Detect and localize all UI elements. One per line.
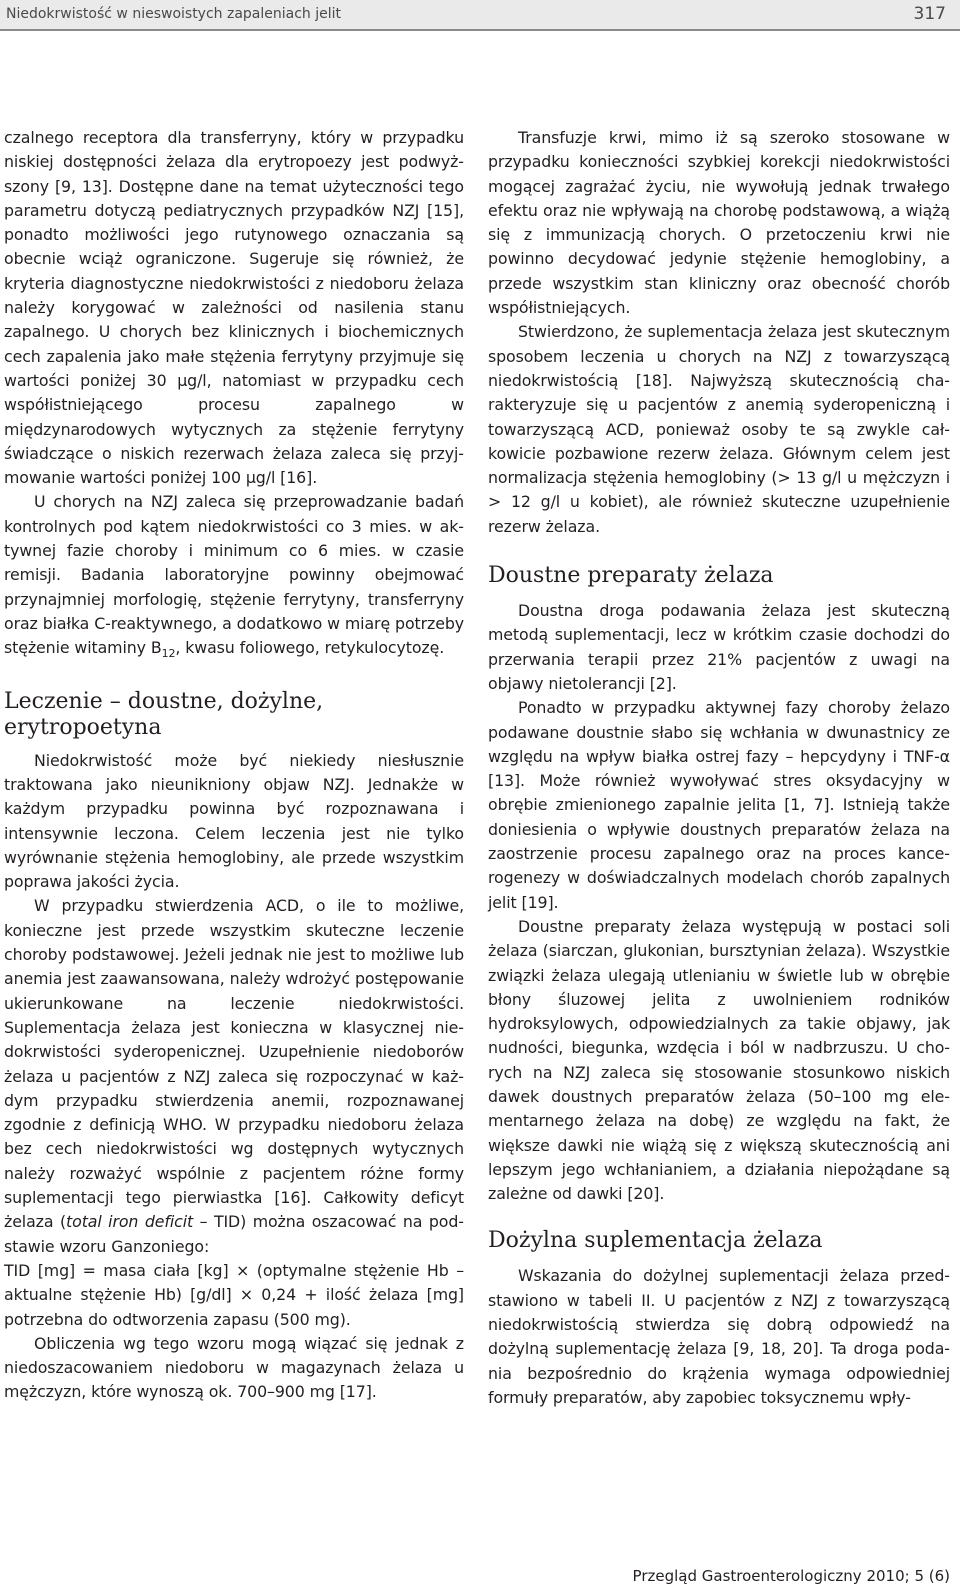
paragraph: Doustne preparaty żelaza występują w postaci soli żelaza (siarczan, glukonian, bursztynian żelaza). Wszystkie związki żelaza ulegają utlenianiu w świetle lub w obrębie błony śluzowej jelita z uwolnieniem rodników hydroksylowych, odpowiedzialnych za takie objawy, jak nudności, biegunka, wzdęcia i ból w nadbrzuszu. U chorych na NZJ zaleca się stosowanie stosunkowo niskich dawek doustnych preparatów żelaza (50–100 mg elementarnego żelaza na dobę) ze względu na fakt, że większe dawki nie wiążą się z większą skutecznością ani lepszym jego wchłanianiem, a działania niepożądane są zależne od dawki [20].: [488, 916, 950, 1204]
paragraph: Wskazania do dożylnej suplementacji żelaza przedstawiono w tabeli II. U pacjentów z NZJ z towarzyszącą niedokrwistością stwierdza się dobrą odpowiedź na dożylną suplementację żelaza [9, 18, 20]. Ta droga podania bezpośrednio do krążenia wymaga odpowiedniej formuły preparatów, aby zapobiec toksycznemu wpły-: [488, 1266, 950, 1407]
subscript: 12: [161, 647, 176, 661]
paragraph: [4, 490, 464, 666]
section-heading: [4, 689, 464, 741]
paragraph: Transfuzje krwi, mimo iż są szeroko stosowane w przypadku konieczności szybkiej korekcji niedokrwistości mogącej zagrażać życiu, nie wywołują jednak trwałego efektu oraz nie wpływają na chorobę podstawową, a wiążą się z immunizacją chorych. O przetoczeniu krwi nie powinno decydować jedynie stężenie hemoglobiny, a przede wszystkim stan kliniczny oraz obecność chorób współistniejących.: [488, 128, 950, 318]
paragraph-text: , kwasu foliowego, retykulocytozę.: [175, 638, 445, 658]
paragraph-text: W przypadku stwierdzenia ACD, o ile to możliwe, konieczne jest przede wszystkim skuteczne leczenie choroby podstawowej. Jeżeli jednak nie jest to możliwe lub anemia jest zaawansowana, należy wdrożyć postępowanie ukierunkowane na leczenie niedokrwistości. Suplementacja żelaza jest konieczna w klasycznej niedokrwistości syderopenicznej. Uzupełnienie niedoborów żelaza u pacjentów z NZJ zaleca się rozpoczynać w każdym przypadku stwierdzenia anemii, rozpoznawanej zgodnie z definicją WHO. W przypadku niedoboru żelaza bez cech niedokrwistości wg dostępnych wytycznych należy rozważyć wspólnie z pacjentem różne formy suplementacji tego pierwiastka [16]. Całkowity deficyt żelaza (: [4, 896, 464, 1232]
paragraph: Doustna droga podawania żelaza jest skuteczną metodą suplementacji, lecz w krótkim czasie dochodzi do przerwania terapii przez 21% pacjentów z uwagi na objawy nietolerancji [2].: [488, 601, 950, 693]
italic-term: total iron deficit: [66, 1212, 194, 1232]
heading-line: erytropoetyna: [4, 714, 162, 740]
running-title: Niedokrwistość w nieswoistych zapaleniach jelit: [6, 6, 342, 22]
paragraph: Stwierdzono, że suplementacja żelaza jest skutecznym sposobem leczenia u chorych na NZJ z towarzyszącą niedokrwistością [18]. Najwyższą skutecznością charakteryzuje się u pacjentów z anemią syderopeniczną i towarzyszącą ACD, ponieważ osoby te są zwykle całkowicie pozbawione rezerw żelaza. Głównym celem jest normalizacja stężenia hemoglobiny (> 13 g/l u mężczyzn i > 12 g/l u kobiet), ale również skuteczne uzupełnienie rezerw żelaza.: [488, 322, 950, 536]
running-header: [0, 0, 960, 31]
page-number: 317: [913, 4, 946, 24]
paragraph: Ponadto w przypadku aktywnej fazy choroby żelazo podawane doustnie słabo się wchłania w dwunastnicy ze względu na wpływ białka ostrej fazy – hepcydyny i TNF-α [13]. Może również wywoływać stres oksydacyjny w obrębie zmienionego zapalnie jelita [1, 7]. Istnieją także doniesienia o wpływie doustnych preparatów żelaza na zaostrzenie procesu zapalnego oraz na proces kancerogenezy w doświadczalnych modelach chorób zapalnych jelit [19].: [488, 698, 950, 912]
paragraph: czalnego receptora dla transferryny, który w przypadku niskiej dostępności żelaza dla erytropoezy jest podwyższony [9, 13]. Dostępne dane na temat użyteczności tego parametru dotyczą pediatrycznych przypadków NZJ [15], ponadto możliwości jego rutynowego oznaczania są obecnie wciąż ograniczone. Sugeruje się również, że kryteria diagnostyczne niedokrwistości z niedoboru żelaza należy korygować w zależności od nasilenia stanu zapalnego. U chorych bez klinicznych i biochemicznych cech zapalenia jako małe stężenia ferrytyny przyjmuje się wartości poniżej 30 µg/l, natomiast w przypadku cech współistniejącego procesu zapalnego w międzynarodowych wytycznych za stężenie ferrytyny świadczące o niskich rezerwach żelaza zaleca się przyjmowanie wartości poniżej 100 µg/l [16].: [4, 128, 464, 488]
heading-line: Leczenie – doustne, dożylne,: [4, 688, 324, 714]
formula: TID [mg] = masa ciała [kg] × (optymalne stężenie Hb – aktualne stężenie Hb) [g/dl] × 0,24 + ilość żelaza [mg] potrzebna do odtworzenia zapasu (500 mg).: [4, 1260, 464, 1329]
journal-footer: Przegląd Gastroenterologiczny 2010; 5 (6): [632, 1567, 950, 1585]
paragraph-text: – TID) można oszacować na podstawie wzoru Ganzoniego:: [4, 1212, 464, 1256]
paragraph: [4, 894, 464, 1258]
section-heading: Dożylna suplementacja żelaza: [488, 1228, 823, 1254]
left-column: [4, 126, 464, 1405]
paragraph: Obliczenia wg tego wzoru mogą wiązać się jednak z niedoszacowaniem niedoboru w magazynach żelaza u mężczyzn, które wynoszą ok. 700–900 mg [17].: [4, 1333, 464, 1402]
right-column: [488, 126, 950, 1410]
section-heading: Doustne preparaty żelaza: [488, 563, 774, 589]
paragraph: Niedokrwistość może być niekiedy niesłusznie traktowana jako nieunikniony objaw NZJ. Jednakże w każdym przypadku powinna być rozpoznawana i intensywnie leczona. Celem leczenia jest nie tylko wyrównanie stężenia hemoglobiny, ale przede wszystkim poprawa jakości życia.: [4, 750, 464, 892]
paragraph-text: U chorych na NZJ zaleca się przeprowadzanie badań kontrolnych pod kątem niedokrwistości co 3 mies. w aktywnej fazie choroby i minimum co 6 mies. w czasie remisji. Badania laboratoryjne powinny obejmować przynajmniej morfologię, stężenie ferrytyny, transferryny oraz białka C-reaktywnego, a dodatkowo w miarę potrzeby stężenie witaminy B: [4, 492, 464, 658]
